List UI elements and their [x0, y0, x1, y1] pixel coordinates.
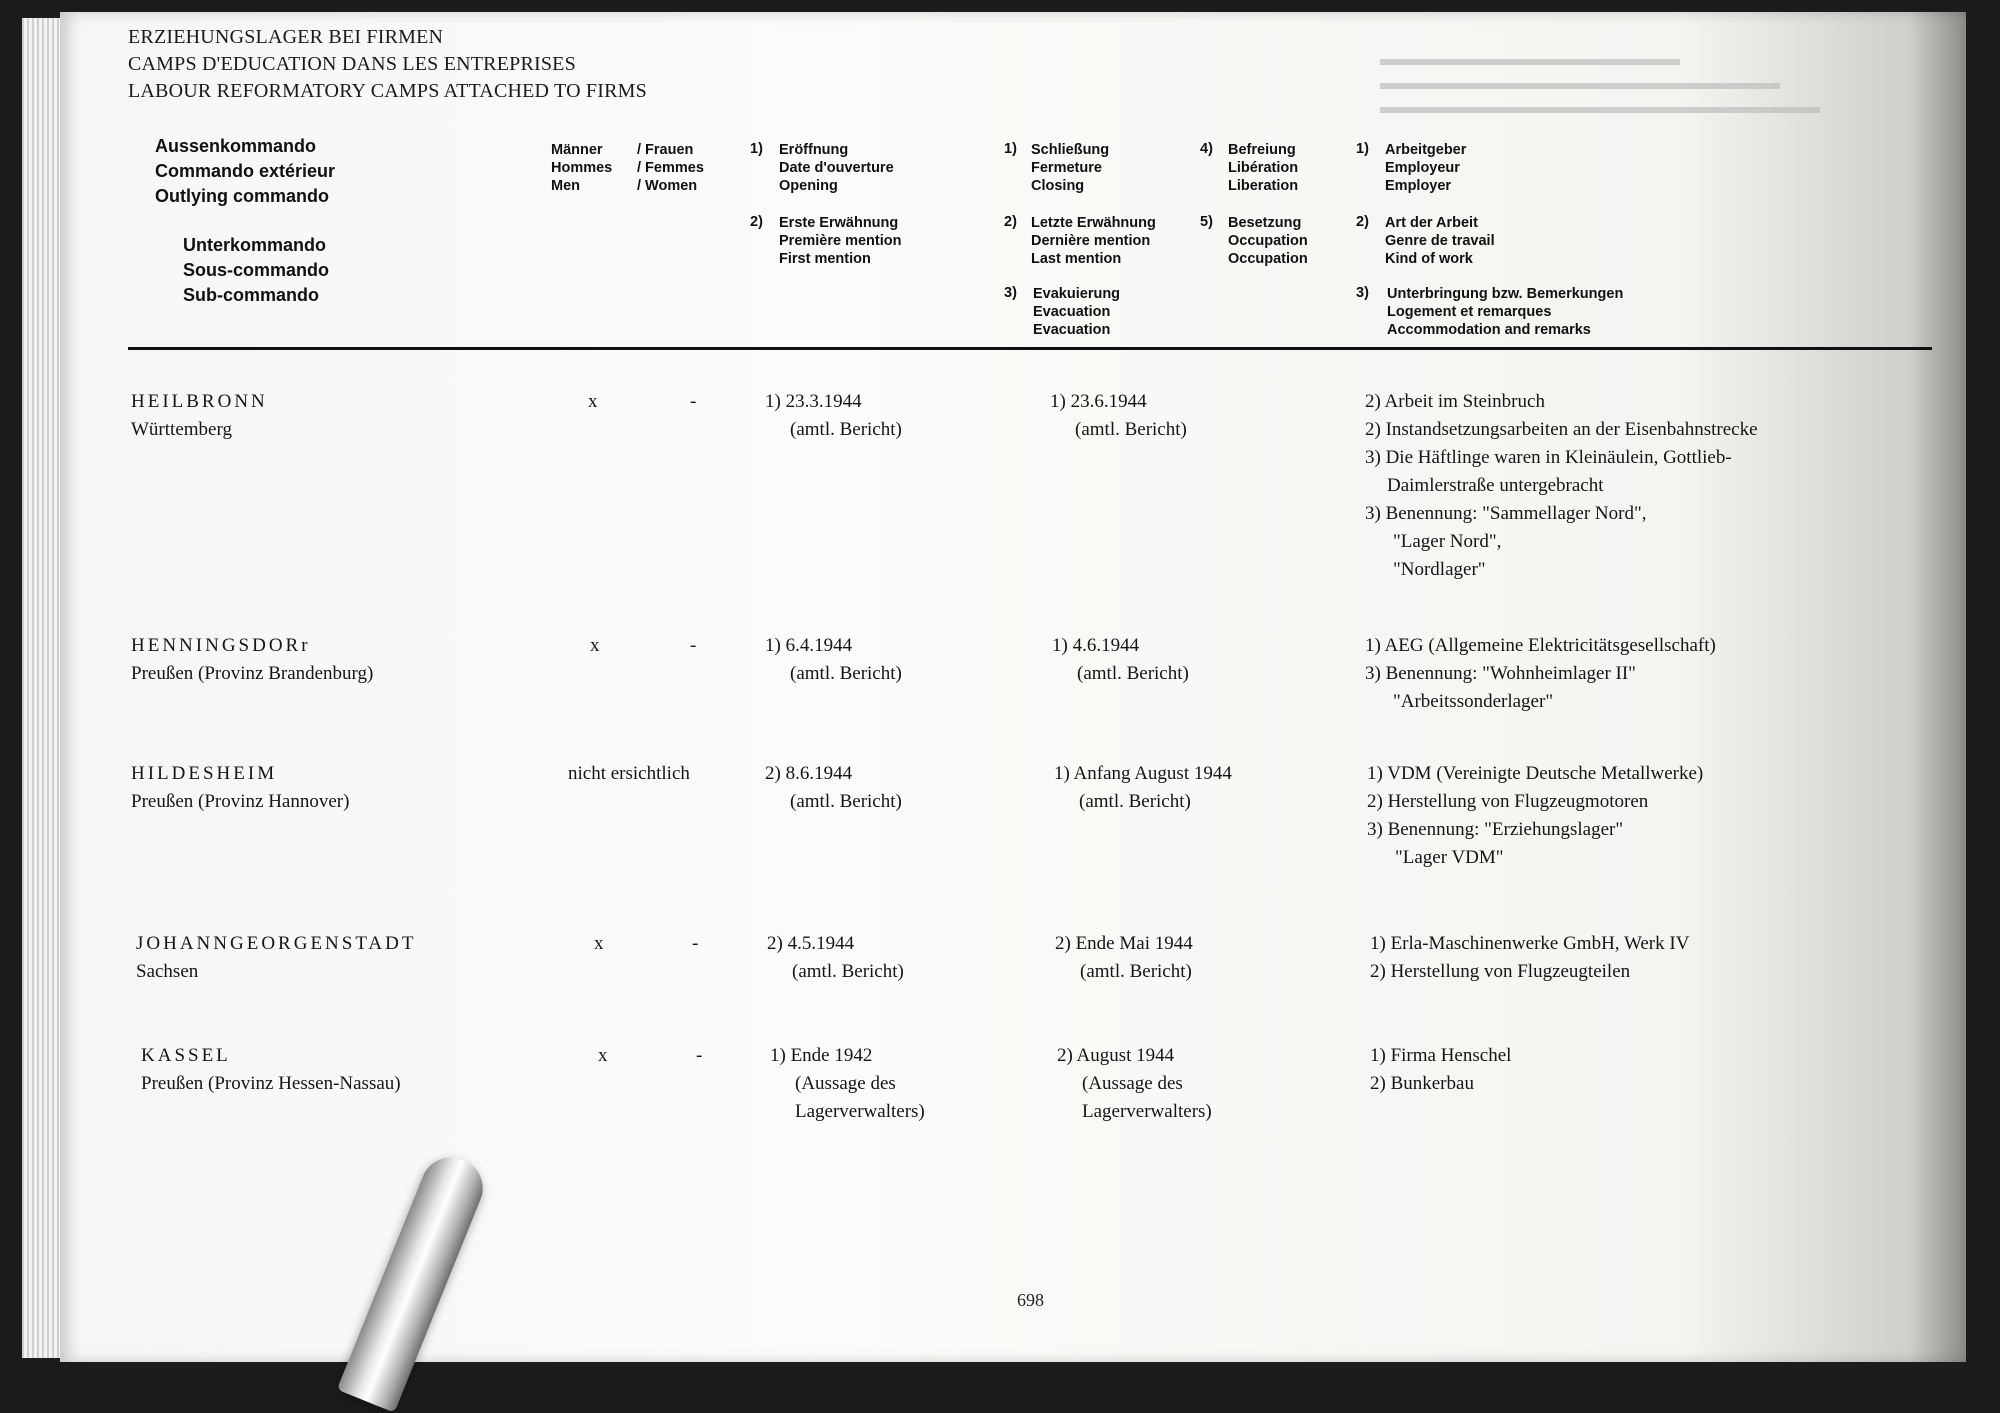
header-french: CAMPS D'EDUCATION DANS LES ENTREPRISES: [128, 53, 576, 75]
closing-date: [1054, 760, 1232, 816]
legend-label: Eröffnung: [779, 142, 849, 158]
legend-label: Art der Arbeit: [1385, 215, 1478, 231]
legend-kind-of-work: [1385, 214, 1495, 268]
legend-number: 2): [1356, 214, 1369, 230]
legend-label: Fermeture: [1031, 160, 1102, 176]
date-source: (Aussage des: [1082, 1073, 1183, 1094]
legend-occupation: [1228, 214, 1308, 268]
legend-number: 1): [1004, 141, 1017, 157]
men-women-note: nicht ersichtlich: [568, 763, 690, 784]
remark-line: 3) Benennung: "Sammellager Nord",: [1365, 503, 1647, 524]
remark-line: 1) VDM (Vereinigte Deutsche Metallwerke): [1367, 763, 1704, 784]
legend-number: 3): [1004, 285, 1017, 301]
date-source: (amtl. Bericht): [790, 419, 902, 440]
date-line: 1) 4.6.1944: [1052, 635, 1140, 656]
legend-opening: [779, 141, 894, 195]
remarks: [1367, 760, 1703, 872]
legend-label: Dernière mention: [1031, 233, 1151, 249]
page-number: 698: [1017, 1290, 1044, 1310]
date-line: 2) Ende Mai 1944: [1055, 933, 1193, 954]
legend-evacuation: [1033, 285, 1120, 339]
date-source: (amtl. Bericht): [1075, 419, 1187, 440]
camp-place: HILDESHEIM: [131, 763, 278, 784]
legend-employer: [1385, 141, 1466, 195]
closing-date: [1052, 632, 1189, 688]
legend-label: Occupation: [1228, 233, 1308, 249]
camp-place: KASSEL: [141, 1045, 231, 1066]
remarks: [1370, 930, 1689, 986]
men-mark: x: [594, 933, 604, 954]
legend-label: Outlying commando: [155, 186, 330, 206]
legend-label: Erste Erwähnung: [779, 215, 899, 231]
remark-line: Daimlerstraße untergebracht: [1387, 475, 1604, 496]
remark-line: "Lager VDM": [1395, 847, 1504, 868]
remark-line: "Arbeitssonderlager": [1393, 691, 1554, 712]
legend-label: Logement et remarques: [1387, 304, 1552, 320]
remarks: [1370, 1042, 1511, 1098]
legend-label: Men / Women: [551, 178, 698, 194]
opening-date: [767, 930, 904, 986]
closing-date: [1057, 1042, 1212, 1126]
legend-label: Unterkommando: [183, 235, 327, 255]
date-line: 1) 23.3.1944: [765, 391, 862, 412]
legend-label: Arbeitgeber: [1385, 142, 1467, 158]
legend-sub-commando: [183, 233, 329, 308]
date-source: (amtl. Bericht): [792, 961, 904, 982]
camp-entry: [131, 388, 268, 444]
remark-line: 3) Die Häftlinge waren in Kleinäulein, Gottlieb-: [1365, 447, 1732, 468]
legend-accommodation: [1387, 285, 1623, 339]
legend-first-mention: [779, 214, 902, 268]
legend-number: 5): [1200, 214, 1213, 230]
legend-label: Employeur: [1385, 160, 1460, 176]
women-mark: -: [696, 1045, 703, 1066]
men-mark: x: [590, 635, 600, 656]
legend-label: Evacuation: [1033, 304, 1111, 320]
date-line: 2) 4.5.1944: [767, 933, 855, 954]
remark-line: 3) Benennung: "Erziehungslager": [1367, 819, 1624, 840]
legend-label: Occupation: [1228, 251, 1308, 267]
legend-label: Liberation: [1228, 178, 1299, 194]
camp-entry: [141, 1042, 401, 1098]
header-english: LABOUR REFORMATORY CAMPS ATTACHED TO FIRMS: [128, 80, 647, 102]
legend-label: Männer / Frauen: [551, 142, 694, 158]
legend-label: Accommodation and remarks: [1387, 322, 1591, 338]
remark-line: 2) Herstellung von Flugzeugmotoren: [1367, 791, 1649, 812]
remark-line: 2) Herstellung von Flugzeugteilen: [1370, 961, 1631, 982]
camp-place: JOHANNGEORGENSTADT: [136, 933, 417, 954]
remark-line: 2) Arbeit im Steinbruch: [1365, 391, 1545, 412]
legend-label: Première mention: [779, 233, 902, 249]
date-source: Lagerverwalters): [795, 1101, 925, 1122]
date-line: 1) Anfang August 1944: [1054, 763, 1232, 784]
legend-number: 3): [1356, 285, 1369, 301]
camp-place: HENNINGSDORr: [131, 635, 311, 656]
legend-label: Schließung: [1031, 142, 1110, 158]
legend-label: Opening: [779, 178, 838, 194]
remarks: [1365, 388, 1758, 584]
legend-label: First mention: [779, 251, 871, 267]
legend-number: 1): [750, 141, 763, 157]
date-source: (amtl. Bericht): [1079, 791, 1191, 812]
opening-date: [765, 632, 902, 688]
document-header: [128, 24, 647, 105]
legend-number: 4): [1200, 141, 1213, 157]
remark-line: "Lager Nord",: [1393, 531, 1502, 552]
legend-number: 2): [750, 214, 763, 230]
date-source: (amtl. Bericht): [1080, 961, 1192, 982]
remark-line: 2) Bunkerbau: [1370, 1073, 1474, 1094]
date-source: (amtl. Bericht): [790, 663, 902, 684]
date-line: 1) 23.6.1944: [1050, 391, 1147, 412]
women-mark: -: [690, 391, 697, 412]
opening-date: [765, 760, 902, 816]
legend-label: Last mention: [1031, 251, 1122, 267]
legend-last-mention: [1031, 214, 1156, 268]
legend-men-women: [551, 141, 704, 195]
women-mark: -: [690, 635, 697, 656]
date-source: (Aussage des: [795, 1073, 896, 1094]
men-mark: x: [588, 391, 598, 412]
legend-number: 2): [1004, 214, 1017, 230]
opening-date: [765, 388, 902, 444]
men-mark: x: [598, 1045, 608, 1066]
legend-label: Commando extérieur: [155, 161, 336, 181]
legend-label: Evakuierung: [1033, 286, 1121, 302]
women-mark: -: [692, 933, 699, 954]
remark-line: 1) Firma Henschel: [1370, 1045, 1512, 1066]
legend-label: Libération: [1228, 160, 1299, 176]
legend-label: Closing: [1031, 178, 1085, 194]
legend-label: Employer: [1385, 178, 1452, 194]
legend-label: Kind of work: [1385, 251, 1473, 267]
legend-label: Sub-commando: [183, 285, 320, 305]
legend-outlying-commando: [155, 134, 335, 209]
camp-region: Preußen (Provinz Hannover): [131, 791, 350, 812]
date-line: 1) Ende 1942: [770, 1045, 873, 1066]
legend-label: Aussenkommando: [155, 136, 317, 156]
legend-label: Genre de travail: [1385, 233, 1495, 249]
camp-entry: [131, 632, 373, 688]
opening-date: [770, 1042, 925, 1126]
legend-label: Hommes / Femmes: [551, 160, 704, 176]
bleed-through-text: ▬▬▬▬▬▬▬▬▬▬▬▬▬▬▬: [1380, 48, 1680, 70]
date-source: (amtl. Bericht): [1077, 663, 1189, 684]
date-source: Lagerverwalters): [1082, 1101, 1212, 1122]
remark-line: "Nordlager": [1393, 559, 1486, 580]
legend-label: Letzte Erwähnung: [1031, 215, 1156, 231]
legend-label: Sous-commando: [183, 260, 330, 280]
legend-number: 1): [1356, 141, 1369, 157]
legend-label: Evacuation: [1033, 322, 1111, 338]
camp-region: Preußen (Provinz Hessen-Nassau): [141, 1073, 401, 1094]
legend-closing: [1031, 141, 1109, 195]
legend-liberation: [1228, 141, 1298, 195]
date-line: 1) 6.4.1944: [765, 635, 853, 656]
camp-place: HEILBRONN: [131, 391, 268, 412]
camp-entry: [136, 930, 416, 986]
legend-label: Unterbringung bzw. Bemerkungen: [1387, 286, 1624, 302]
header-german: ERZIEHUNGSLAGER BEI FIRMEN: [128, 26, 444, 48]
camp-region: Württemberg: [131, 419, 232, 440]
remark-line: 2) Instandsetzungsarbeiten an der Eisenbahnstrecke: [1365, 419, 1758, 440]
date-line: 2) August 1944: [1057, 1045, 1175, 1066]
remark-line: 3) Benennung: "Wohnheimlager II": [1365, 663, 1636, 684]
camp-region: Sachsen: [136, 961, 199, 982]
camp-region: Preußen (Provinz Brandenburg): [131, 663, 374, 684]
bleed-through-text: ▬▬▬▬▬▬▬▬▬▬▬▬▬▬▬▬▬▬▬▬: [1380, 72, 1780, 94]
header-divider: [128, 347, 1932, 350]
date-line: 2) 8.6.1944: [765, 763, 853, 784]
camp-entry: [131, 760, 349, 816]
legend-label: Date d'ouverture: [779, 160, 894, 176]
remark-line: 1) AEG (Allgemeine Elektricitätsgesellschaft): [1365, 635, 1716, 656]
remark-line: 1) Erla-Maschinenwerke GmbH, Werk IV: [1370, 933, 1690, 954]
closing-date: [1055, 930, 1193, 986]
closing-date: [1050, 388, 1187, 444]
bleed-through-text: ▬▬▬▬▬▬▬▬▬▬▬▬▬▬▬▬▬▬▬▬▬▬: [1380, 96, 1820, 118]
legend-label: Befreiung: [1228, 142, 1296, 158]
date-source: (amtl. Bericht): [790, 791, 902, 812]
remarks: [1365, 632, 1716, 716]
legend-label: Besetzung: [1228, 215, 1302, 231]
